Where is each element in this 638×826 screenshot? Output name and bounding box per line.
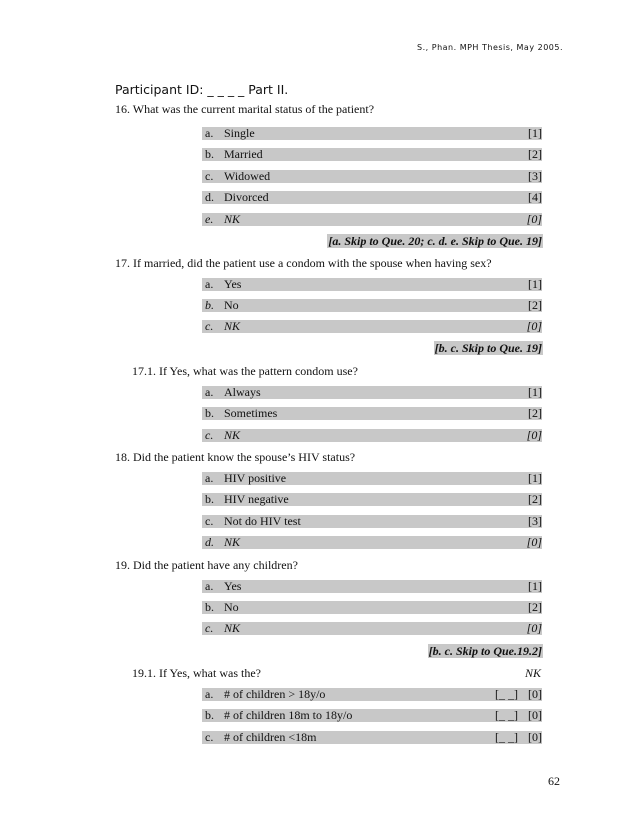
option-row bbox=[202, 127, 542, 140]
option-letter: c. bbox=[205, 428, 214, 442]
option-code: [0] bbox=[528, 687, 542, 701]
option-code: [2] bbox=[528, 492, 542, 506]
option-letter: b. bbox=[205, 147, 214, 161]
count-blank: [_ _] bbox=[495, 708, 518, 722]
option-code: [2] bbox=[528, 298, 542, 312]
option-row bbox=[202, 407, 542, 420]
option-letter: c. bbox=[205, 319, 214, 333]
question-18: 18. Did the patient know the spouse’s HIV status? bbox=[115, 450, 356, 464]
option-label: NK bbox=[224, 621, 241, 635]
option-row bbox=[202, 170, 542, 183]
question-19-1: 19.1. If Yes, what was the? bbox=[132, 666, 261, 680]
option-row bbox=[202, 515, 542, 528]
option-label: NK bbox=[224, 428, 241, 442]
option-label: Always bbox=[224, 385, 261, 399]
option-letter: b. bbox=[205, 492, 214, 506]
participant-id-heading: Participant ID: _ _ _ _ Part II. bbox=[115, 82, 289, 97]
option-code: [1] bbox=[528, 579, 542, 593]
option-letter: d. bbox=[205, 190, 214, 204]
option-label: No bbox=[224, 600, 239, 614]
option-label: Married bbox=[224, 147, 263, 161]
option-letter: b. bbox=[205, 406, 214, 420]
option-label: # of children <18m bbox=[224, 730, 317, 744]
option-letter: a. bbox=[205, 471, 214, 485]
option-code: [3] bbox=[528, 514, 542, 528]
count-blank: [_ _] bbox=[495, 687, 518, 701]
option-letter: a. bbox=[205, 687, 214, 701]
skip-instruction: [b. c. Skip to Que.19.2] bbox=[428, 644, 542, 658]
question-17: 17. If married, did the patient use a condom with the spouse when having sex? bbox=[115, 256, 492, 270]
option-code: [0] bbox=[528, 708, 542, 722]
option-letter: b. bbox=[205, 708, 214, 722]
option-code: [2] bbox=[528, 406, 542, 420]
option-label: NK bbox=[224, 319, 241, 333]
option-row bbox=[202, 429, 542, 442]
option-letter: b. bbox=[205, 600, 214, 614]
option-row bbox=[202, 493, 542, 506]
option-label: Divorced bbox=[224, 190, 269, 204]
option-label: Yes bbox=[224, 277, 242, 291]
option-letter: a. bbox=[205, 385, 214, 399]
option-letter: a. bbox=[205, 277, 214, 291]
question-19: 19. Did the patient have any children? bbox=[115, 558, 298, 572]
option-code: [1] bbox=[528, 126, 542, 140]
option-label: Not do HIV test bbox=[224, 514, 301, 528]
option-label: NK bbox=[224, 535, 241, 549]
option-letter: b. bbox=[205, 298, 214, 312]
option-row bbox=[202, 622, 542, 635]
option-code: [0] bbox=[526, 319, 542, 333]
option-row bbox=[202, 191, 542, 204]
option-code: [0] bbox=[526, 535, 542, 549]
option-label: HIV positive bbox=[224, 471, 287, 485]
option-letter: c. bbox=[205, 169, 214, 183]
option-code: [1] bbox=[528, 385, 542, 399]
option-row bbox=[202, 213, 542, 226]
option-label: # of children > 18y/o bbox=[224, 687, 326, 701]
option-code: [0] bbox=[526, 212, 542, 226]
option-row bbox=[202, 601, 542, 614]
option-code: [4] bbox=[528, 190, 542, 204]
option-label: Yes bbox=[224, 579, 242, 593]
option-row bbox=[202, 580, 542, 593]
page-number: 62 bbox=[548, 774, 560, 788]
option-code: [2] bbox=[528, 600, 542, 614]
option-label: NK bbox=[224, 212, 241, 226]
running-header: S., Phan. MPH Thesis, May 2005. bbox=[417, 43, 563, 52]
option-letter: d. bbox=[205, 535, 214, 549]
option-code: [3] bbox=[528, 169, 542, 183]
option-label: # of children 18m to 18y/o bbox=[224, 708, 353, 722]
option-row bbox=[202, 731, 542, 744]
skip-instruction: [a. Skip to Que. 20; c. d. e. Skip to Que. 19] bbox=[328, 234, 542, 248]
skip-instruction: [b. c. Skip to Que. 19] bbox=[434, 341, 542, 355]
option-label: HIV negative bbox=[224, 492, 289, 506]
question-17-1: 17.1. If Yes, what was the pattern condom use? bbox=[132, 364, 358, 378]
option-row bbox=[202, 386, 542, 399]
option-code: [1] bbox=[528, 471, 542, 485]
option-label: No bbox=[224, 298, 239, 312]
option-label: Widowed bbox=[224, 169, 271, 183]
option-row bbox=[202, 709, 542, 722]
option-code: [0] bbox=[528, 730, 542, 744]
option-code: [0] bbox=[526, 428, 542, 442]
option-label: Single bbox=[224, 126, 255, 140]
option-row bbox=[202, 536, 542, 549]
option-letter: a. bbox=[205, 126, 214, 140]
question-16: 16. What was the current marital status of the patient? bbox=[115, 102, 375, 116]
count-blank: [_ _] bbox=[495, 730, 518, 744]
option-letter: c. bbox=[205, 621, 214, 635]
option-row bbox=[202, 688, 542, 701]
option-label: Sometimes bbox=[224, 406, 278, 420]
option-row bbox=[202, 148, 542, 161]
option-code: [0] bbox=[526, 621, 542, 635]
option-letter: c. bbox=[205, 730, 214, 744]
option-letter: c. bbox=[205, 514, 214, 528]
option-letter: a. bbox=[205, 579, 214, 593]
option-row bbox=[202, 299, 542, 312]
option-code: [2] bbox=[528, 147, 542, 161]
option-code: [1] bbox=[528, 277, 542, 291]
option-row bbox=[202, 472, 542, 485]
option-letter: e. bbox=[205, 212, 214, 226]
nk-column-label: NK bbox=[524, 666, 541, 680]
option-row bbox=[202, 278, 542, 291]
option-row bbox=[202, 320, 542, 333]
